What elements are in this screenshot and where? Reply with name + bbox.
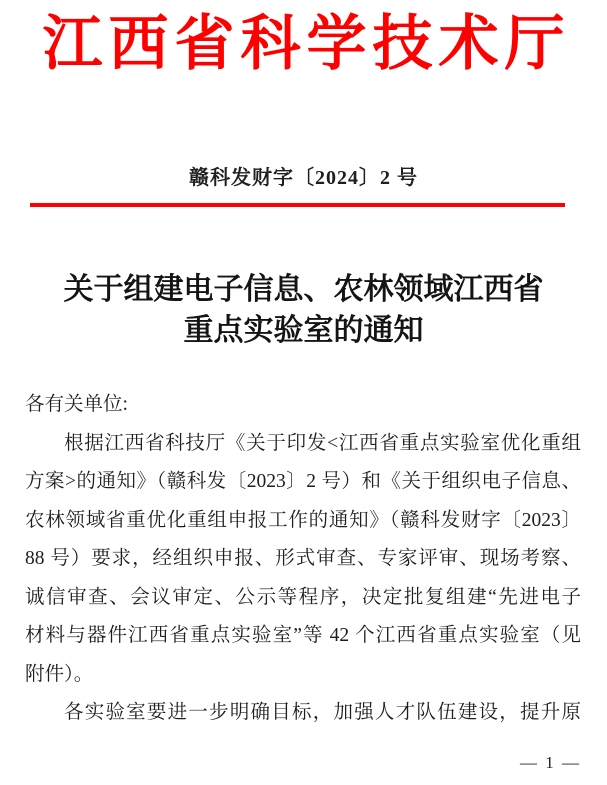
agency-letterhead: 江西省科学技术厅	[42, 11, 571, 77]
body-line: 各实验室要进一步明确目标，加强人才队伍建设，提升原	[64, 702, 581, 723]
body-line: 诚信审查、会议审定、公示等程序，决定批复组建“先进电子	[25, 586, 581, 608]
page-number: — 1 —	[520, 753, 581, 772]
notice-title	[0, 269, 607, 351]
body-line: 根据江西省科技厅《关于印发<江西省重点实验室优化重组	[64, 432, 581, 454]
notice-title-line-1: 关于组建电子信息、农林领域江西省	[63, 273, 544, 306]
body-line: 材料与器件江西省重点实验室”等 42 个江西省重点实验室（见	[25, 625, 581, 646]
salutation-line: 各有关单位:	[25, 394, 128, 415]
letterhead-divider-rule	[30, 203, 565, 207]
notice-title-line-2: 重点实验室的通知	[183, 314, 424, 347]
body-line: 农林领域省重优化重组申报工作的通知》（赣科发财字〔2023〕	[25, 509, 581, 531]
notice-body	[25, 386, 581, 733]
body-line: 附件）。	[25, 663, 94, 685]
body-line: 方案>的通知》（赣科发〔2023〕2 号）和《关于组织电子信息、	[25, 471, 581, 492]
document-reference-number: 赣科发财字〔2024〕2 号	[189, 167, 418, 189]
body-line: 88 号）要求，经组织申报、形式审查、专家评审、现场考察、	[25, 548, 581, 569]
